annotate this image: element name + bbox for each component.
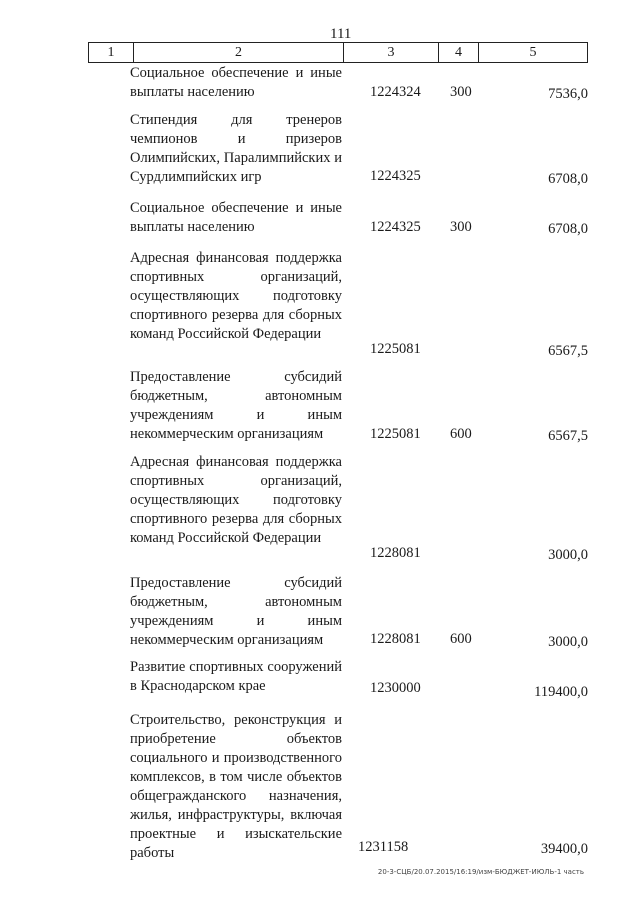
row-description: Строительство, реконструкция и приобретение объектов социального и производственного комплексов, в том числе объектов общегражданского назначения, жилья, инфраструктуры, включая проектные и изыскательские работы (130, 712, 342, 861)
table-header (88, 42, 588, 63)
row-code: 1228081 (370, 631, 421, 647)
header-col-5: 5 (529, 45, 537, 60)
row-description: Развитие спортивных сооружений в Краснодарском крае (130, 659, 342, 694)
header-col-2: 2 (134, 43, 344, 62)
row-description: Предоставление субсидий бюджетным, автономным учреждениям и иным некоммерческим организациям (130, 369, 342, 442)
row-code: 1224324 (370, 84, 421, 100)
header-col-3: 3 (344, 43, 439, 62)
row-expense-type: 600 (450, 426, 472, 442)
row-description: Социальное обеспечение и иные выплаты населению (130, 200, 342, 235)
row-expense-type: 600 (450, 631, 472, 647)
row-description: Адресная финансовая поддержка спортивных организаций, осуществляющих подготовку спортивного резерва для сборных команд Российской Федерации (130, 454, 342, 546)
row-code: 1225081 (370, 341, 421, 357)
row-amount: 6567,5 (548, 428, 588, 444)
row-description: Стипендия для тренеров чемпионов и призеров Олимпийских, Паралимпийских и Сурдлимпийских игр (130, 112, 342, 185)
row-amount: 39400,0 (540, 841, 588, 857)
row-description: Адресная финансовая поддержка спортивных организаций, осуществляющих подготовку спортивного резерва для сборных команд Российской Федерации (130, 250, 342, 342)
row-description: Предоставление субсидий бюджетным, автономным учреждениям и иным некоммерческим организациям (130, 575, 342, 648)
row-amount: 6567,5 (548, 343, 588, 359)
row-code: 1225081 (370, 426, 421, 442)
row-expense-type: 300 (450, 219, 472, 235)
row-amount: 3000,0 (548, 634, 588, 650)
header-col-1: 1 (89, 43, 134, 62)
footer-stamp: 20-3-СЦБ/20.07.2015/16:19/изм-БЮДЖЕТ-ИЮЛЬ-1 часть (377, 868, 584, 876)
row-code: 1228081 (370, 545, 421, 561)
page-number: 111 (330, 26, 352, 42)
row-amount: 3000,0 (548, 547, 588, 563)
row-code: 1231158 (358, 839, 409, 855)
row-amount: 119400,0 (534, 684, 588, 700)
row-code: 1224325 (370, 168, 421, 184)
row-description: Социальное обеспечение и иные выплаты населению (130, 65, 342, 100)
row-amount: 7536,0 (548, 86, 588, 102)
row-amount: 6708,0 (548, 171, 588, 187)
header-col-4: 4 (439, 43, 479, 62)
row-code: 1224325 (370, 219, 421, 235)
row-expense-type: 300 (450, 84, 472, 100)
row-amount: 6708,0 (548, 221, 588, 237)
row-code: 1230000 (370, 680, 421, 696)
